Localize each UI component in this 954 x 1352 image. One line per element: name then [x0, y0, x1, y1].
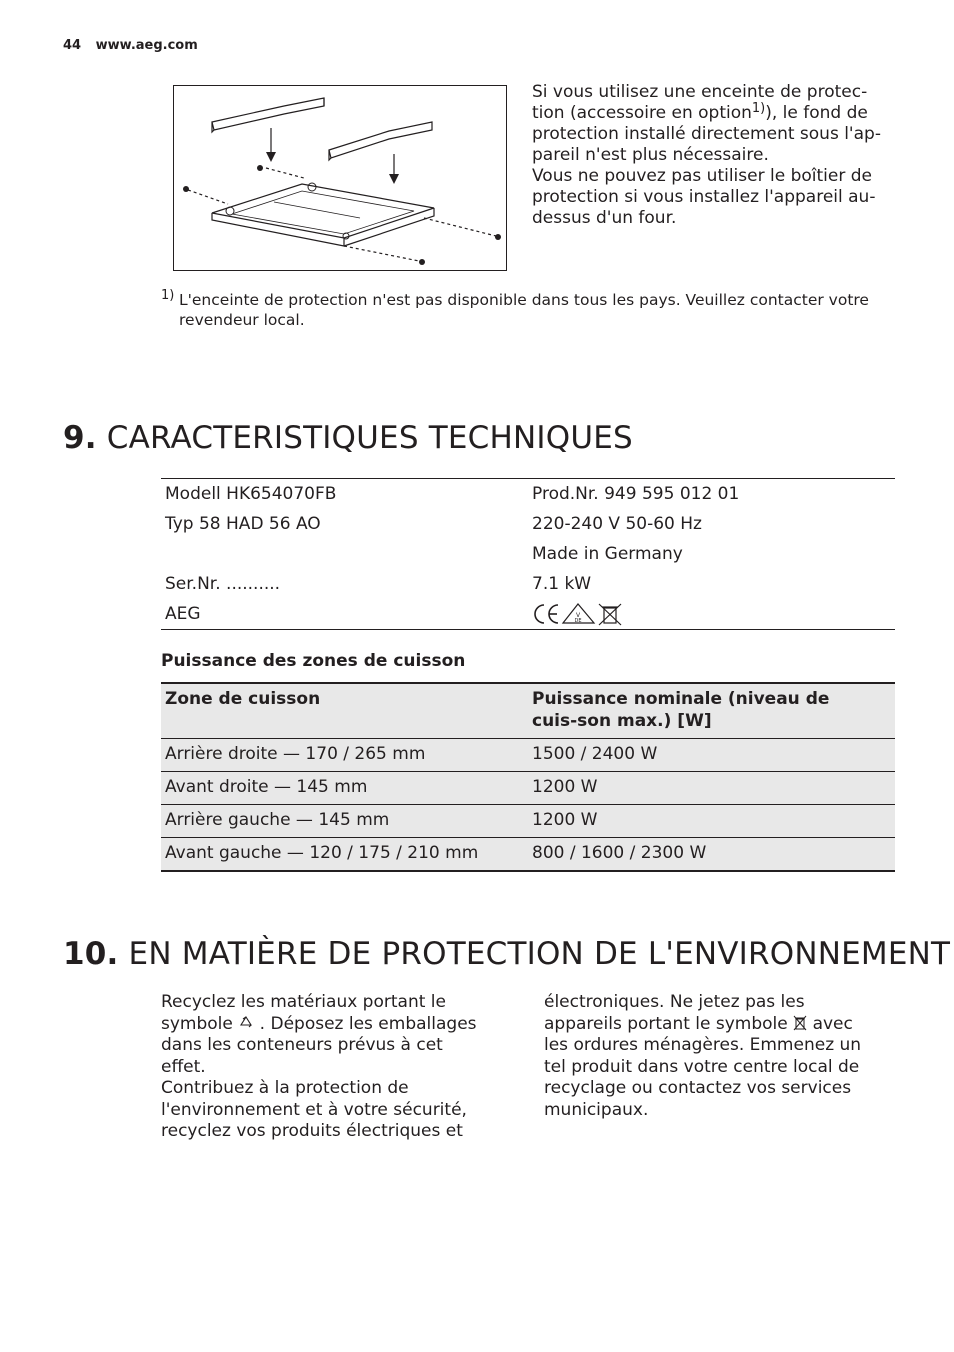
spec-row: Ser.Nr. .......... 7.1 kW: [165, 574, 592, 594]
rating-plate-table: [161, 478, 895, 630]
table-row: Arrière gauche — 145 mm 1200 W: [161, 805, 895, 838]
section-10-heading: 10. EN MATIÈRE DE PROTECTION DE L'ENVIRONNEMENT: [63, 936, 951, 972]
page-number: 44: [63, 38, 82, 53]
table-header: Zone de cuisson Puissance nominale (niveau de cuis-son max.) [W]: [161, 684, 895, 739]
environment-text-right: électroniques. Ne jetez pas les appareils portant le symbole avec les ordures ménagères. Emmenez un tel produit dans votre centre local de recyclage ou contactez vos services municipaux.: [544, 992, 862, 1120]
intro-paragraph: Si vous utilisez une enceinte de protec-tion (accessoire en option$^{1)}$), le fond de protection installé directement sous l'ap-pareil n'est plus nécessaire. Vous ne pouvez pas utiliser le boîtier de protection si vous installez l'appareil au-dessus d'un four.: [532, 82, 881, 228]
footnote-ref: 1): [751, 101, 766, 116]
site-url: www.aeg.com: [95, 38, 198, 53]
installation-diagram: [173, 85, 507, 271]
footnote: [161, 290, 881, 330]
spec-row: Made in Germany: [532, 544, 683, 564]
section-9-heading: 9. CARACTERISTIQUES TECHNIQUES: [63, 420, 633, 456]
table-row: Avant droite — 145 mm 1200 W: [161, 772, 895, 805]
weee-crossed-bin-icon: [793, 1015, 807, 1031]
table-row: Avant gauche — 120 / 175 / 210 mm 800 / 1600 / 2300 W: [161, 838, 895, 870]
spec-row: AEG V DE: [161, 599, 895, 629]
footnote-text: L'enceinte de protection n'est pas disponible dans tous les pays. Veuillez contacter votre revendeur local.: [179, 291, 869, 329]
certification-marks: [532, 599, 895, 629]
spec-row: Modell HK654070FB Prod.Nr. 949 595 012 01: [165, 484, 740, 504]
ce-mark-icon: [535, 605, 558, 623]
power-table: [161, 682, 895, 872]
vde-mark-icon: [563, 604, 594, 624]
page-header: [63, 38, 208, 53]
footnote-mark: 1): [161, 288, 175, 303]
svg-text:DE: DE: [574, 618, 582, 624]
recycle-icon: [238, 1015, 254, 1031]
power-heading: Puissance des zones de cuisson: [161, 651, 466, 671]
table-row: Arrière droite — 170 / 265 mm 1500 / 2400 W: [161, 739, 895, 772]
spec-row: Typ 58 HAD 56 AO 220-240 V 50-60 Hz: [165, 514, 702, 534]
environment-text-left: Recyclez les matériaux portant le symbole . Déposez les emballages dans les conteneurs prévus à cet effet. Contribuez à la protection de l'environnement et à votre sécurité, recyclez vos produits électriques et: [161, 992, 477, 1141]
svg-text:V: V: [575, 612, 581, 619]
weee-crossed-bin-icon: [599, 604, 621, 625]
